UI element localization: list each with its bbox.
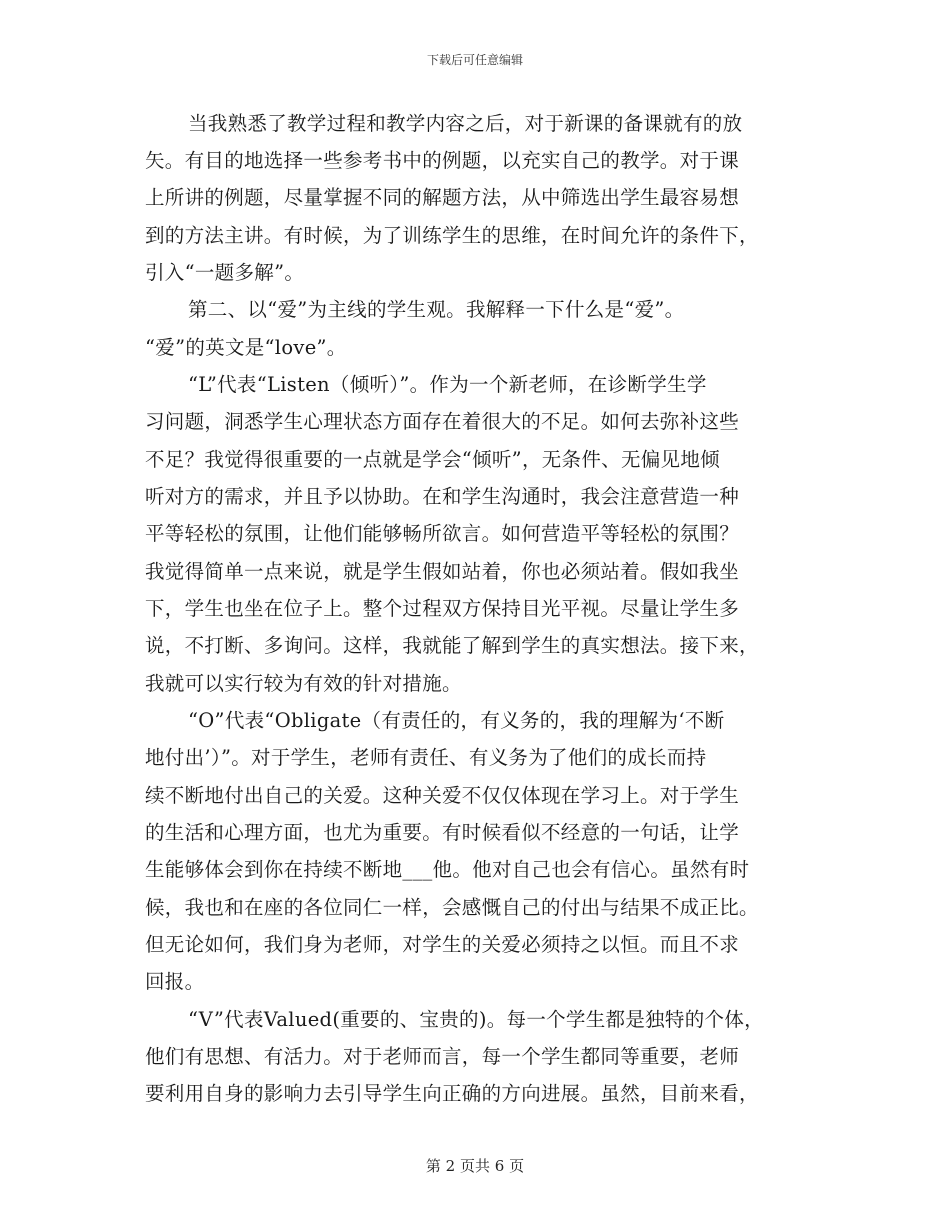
text-line: 引入“一题多解”。 [145,261,305,284]
text-line: 续不断地付出自己的关爱。这种关爱不仅仅体现在学习上。对于学生 [145,784,740,807]
text-line: “O”代表“Obligate（有责任的，有义务的，我的理解为‘不断 [188,709,725,732]
text-line: 不足？我觉得很重要的一点就是学会“倾听”，无条件、无偏见地倾 [145,448,720,471]
text-line: 习问题，洞悉学生心理状态方面存在着很大的不足。如何去弥补这些 [145,410,740,433]
text-line: 矢。有目的地选择一些参考书中的例题，以充实自己的教学。对于课 [145,149,740,172]
text-line: 平等轻松的氛围，让他们能够畅所欲言。如何营造平等轻松的氛围？ [145,522,740,545]
text-line: “L”代表“Listen（倾听）”。作为一个新老师，在诊断学生学 [188,373,707,396]
text-line: 候，我也和在座的各位同仁一样，会感慨自己的付出与结果不成正比。 [145,896,759,919]
text-line: 到的方法主讲。有时候，为了训练学生的思维，在时间允许的条件下， [145,224,759,247]
text-line: 他们有思想、有活力。对于老师而言，每一个学生都同等重要，老师 [145,1045,740,1068]
text-line: 要利用自身的影响力去引导学生向正确的方向进展。虽然，目前来看， [145,1082,759,1105]
text-line: 上所讲的例题，尽量掌握不同的解题方法，从中筛选出学生最容易想 [145,186,740,209]
text-line: 生能够体会到你在持续不断地___他。他对自己也会有信心。虽然有时 [145,858,750,881]
text-line: 但无论如何，我们身为老师，对学生的关爱必须持之以恒。而且不求 [145,933,740,956]
text-line: 我就可以实行较为有效的针对措施。 [145,672,462,695]
text-line: 回报。 [145,970,205,993]
text-line: 第二、以“爱”为主线的学生观。我解释一下什么是“爱”。 [188,298,685,321]
page-footer: 第 2 页共 6 页 [425,1157,525,1175]
text-line: “爱”的英文是“love”。 [145,336,347,359]
text-line: 听对方的需求，并且予以协助。在和学生沟通时，我会注意营造一种 [145,485,740,508]
text-line: 地付出’）”。对于学生，老师有责任、有义务为了他们的成长而持 [145,746,707,769]
text-line: 当我熟悉了教学过程和教学内容之后，对于新课的备课就有的放 [188,112,743,135]
text-line: 的生活和心理方面，也尤为重要。有时候看似不经意的一句话，让学 [145,821,740,844]
text-line: 我觉得简单一点来说，就是学生假如站着，你也必须站着。假如我坐 [145,560,740,583]
text-line: 下，学生也坐在位子上。整个过程双方保持目光平视。尽量让学生多 [145,597,740,620]
text-line: 说，不打断、多询问。这样，我就能了解到学生的真实想法。接下来， [145,634,759,657]
page-header: 下载后可任意编辑 [426,53,523,67]
text-line: “V”代表Valued(重要的、宝贵的)。每一个学生都是独特的个体， [188,1008,764,1031]
